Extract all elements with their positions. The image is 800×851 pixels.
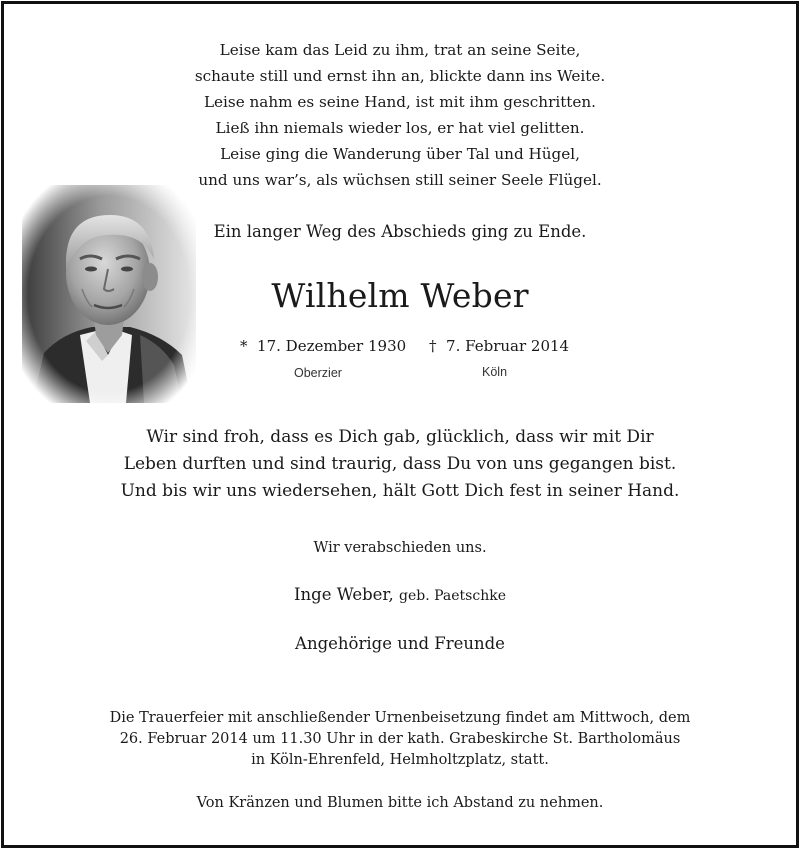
poem-line: Ließ ihn niemals wieder los, er hat viel gelitten. [215,119,585,137]
death-date [429,337,569,355]
mourner-name: Inge Weber, [294,585,394,604]
obituary-notice [1,1,799,848]
poem-line: und uns war’s, als wüchsen still seiner Seele Flügel. [198,171,602,189]
death-place: Köln [482,365,508,379]
verse-line: Wir sind froh, dass es Dich gab, glücklich, dass wir mit Dir [146,427,654,447]
poem-line: Leise kam das Leid zu ihm, trat an seine Seite, [219,41,581,59]
service-line: in Köln-Ehrenfeld, Helmholtzplatz, statt. [251,752,549,768]
death-symbol: † [429,337,437,355]
poem-line: Leise nahm es seine Hand, ist mit ihm geschritten. [203,93,597,111]
poem [4,37,796,193]
verse [4,424,796,505]
subline: Ein langer Weg des Abschieds ging zu Ende. [213,222,587,241]
service-line: Die Trauerfeier mit anschließender Urnenbeisetzung findet am Mittwoch, dem [109,710,691,726]
verse-line: Leben durften und sind traurig, dass Du von uns gegangen bist. [123,454,677,474]
mourner-maiden-name: geb. Paetschke [399,588,506,604]
birth-place: Oberzier [294,366,342,380]
mourner [4,585,796,604]
birth-date [240,337,406,355]
farewell-text: Wir verabschieden uns. [313,540,487,556]
poem-line: Leise ging die Wanderung über Tal und Hügel, [220,145,580,163]
service-line: 26. Februar 2014 um 11.30 Uhr in der kath. Grabeskirche St. Bartholomäus [119,731,681,747]
poem-line: schaute still und ernst ihn an, blickte dann ins Weite. [194,67,606,85]
relatives-text: Angehörige und Freunde [295,634,505,653]
birth-symbol: * [240,337,248,355]
birth-date-text: 17. Dezember 1930 [257,337,407,355]
verse-line: Und bis wir uns wiedersehen, hält Gott Dich fest in seiner Hand. [120,481,680,501]
death-date-text: 7. Februar 2014 [446,337,570,355]
deceased-name: Wilhelm Weber [271,276,529,315]
closing-note: Von Kränzen und Blumen bitte ich Abstand zu nehmen. [196,795,604,811]
service-info [4,708,796,771]
